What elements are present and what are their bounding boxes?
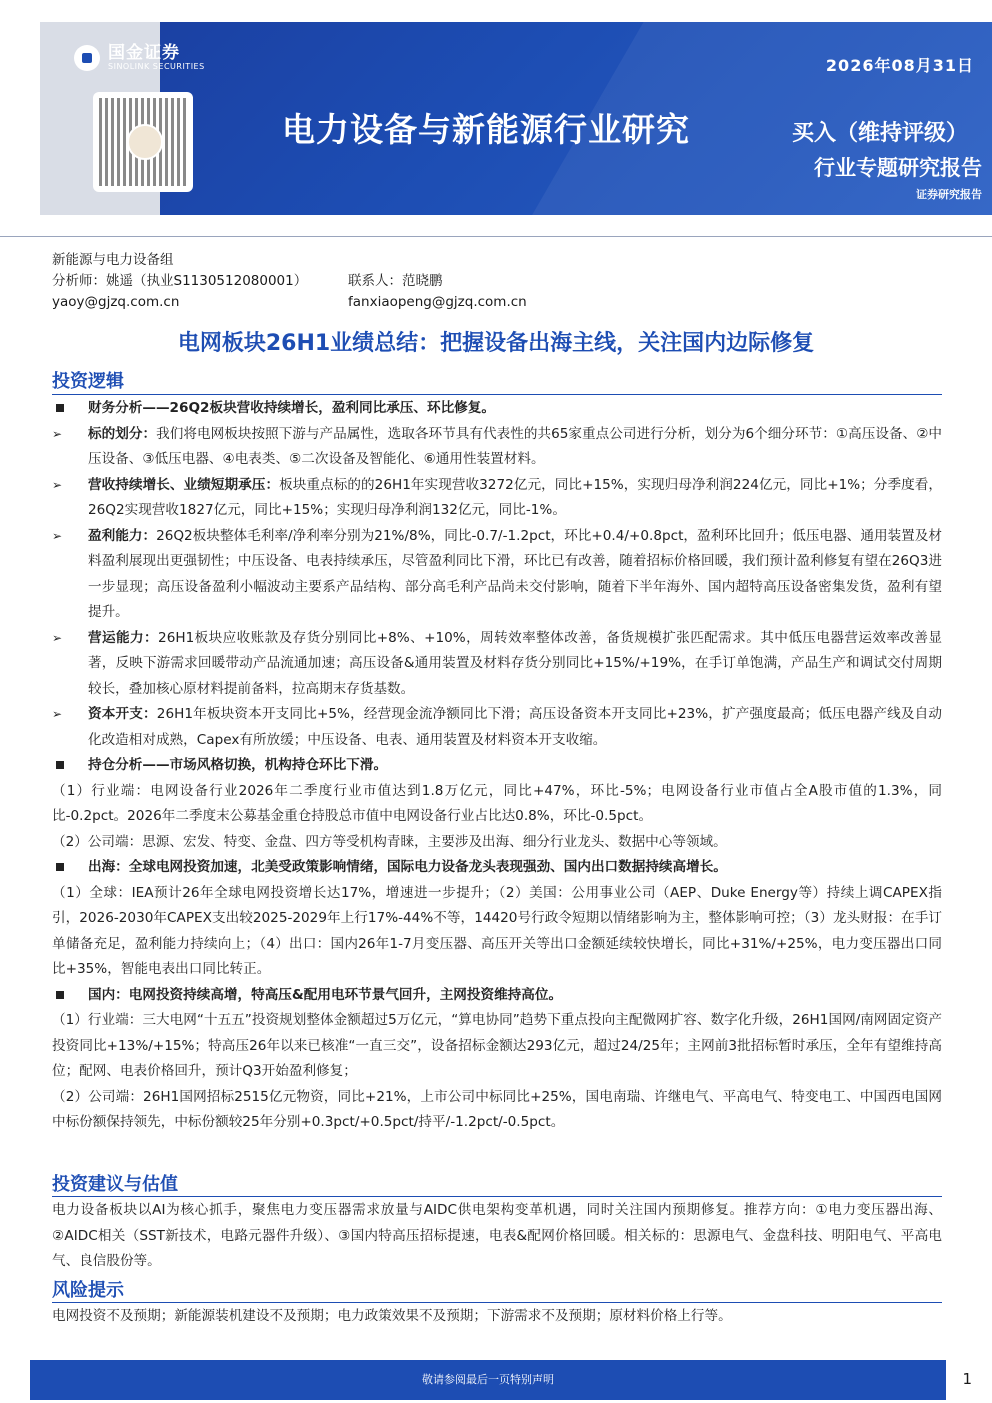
contact-email[interactable]: fanxiaopeng@gjzq.com.cn — [348, 294, 527, 310]
list-item — [52, 396, 942, 422]
overseas-heading: 出海：全球电网投资加速，北美受政策影响情绪，国际电力设备龙头表现强劲、国内出口数据持续高增长。 — [88, 859, 727, 875]
section-head-risk: 风险提示 — [52, 1280, 124, 1301]
square-bullet-icon — [56, 404, 64, 412]
footer-bar: 敬请参阅最后一页特别声明 — [30, 1360, 946, 1400]
section-line-logic — [52, 394, 942, 395]
risk-body — [52, 1304, 942, 1330]
holdings-heading: 持仓分析——市场风格切换，机构持仓环比下滑。 — [88, 757, 388, 773]
list-item — [52, 473, 942, 524]
arrow-bullet-icon: ➢ — [52, 477, 63, 492]
list-item — [52, 753, 942, 779]
logo-en-text: SINOLINK SECURITIES — [108, 62, 205, 71]
rating-label: 买入（维持评级） — [791, 121, 968, 146]
arrow-bullet-icon: ➢ — [52, 426, 63, 441]
advice-para: 电力设备板块以AI为核心抓手，聚焦电力变压器需求放量与AIDC供电架构变革机遇，同时关注国内预期修复。推荐方向：①电力变压器出海、②AIDC相关（SST新技术，电路元器件升级）、③国内特高压招标提速，电表&配网价格回暖。相关标的：思源电气、金盘科技、明阳电气、平高电气、良信股份等。 — [52, 1202, 942, 1269]
domestic-para-1: （1）行业端：三大电网“十五五”投资规划整体金额超过5万亿元，“算电协同”趋势下重点投向主配微网扩容、数字化升级，26H1国网/南网固定资产投资同比+13%/+15%；特高压26年以来已核准“一直三交”，设备招标金额达293亿元，超过24/25年；主网前3批招标暂时承压，全年有望维持高位；配网、电表价格回升，预计Q3开始盈利修复； — [52, 1012, 942, 1079]
item-text: 26Q2板块整体毛利率/净利率分别为21%/8%，同比-0.7/-1.2pct，环比+0.4/+0.8pct，盈利环比回升；低压电器、通用装置及材料盈利展现出更强韧性；中压设备、电表持续承压，尽管盈利同比下滑，环比已有改善，随着招标价格回暖，我们预计盈利修复有望在26Q3进一步显现；高压设备盈利小幅波动主要系产品结构、部分高毛利产品尚未交付影响，随着下半年海外、国内超特高压设备密集发货，盈利有望提升。 — [88, 527, 942, 620]
holdings-para-2: （2）公司端：思源、宏发、特变、金盘、四方等受机构青睐，主要涉及出海、细分行业龙头、数据中心等领域。 — [52, 833, 727, 850]
fin-heading: 财务分析——26Q2板块营收持续增长，盈利同比承压、环比修复。 — [88, 400, 495, 416]
advice-body — [52, 1198, 942, 1275]
item-label: 标的划分： — [88, 425, 157, 442]
logic-body — [52, 396, 942, 1136]
section-head-logic: 投资逻辑 — [52, 371, 124, 392]
holdings-para-1: （1）行业端：电网设备行业2026年二季度行业市值达到1.8万亿元，同比+47%，环比-5%；电网设备行业市值占全A股市值的1.3%，同比-0.2pct。2026年二季度末公募基金重仓持股总市值中电网设备行业占比达0.8%，环比-0.5pct。 — [52, 782, 942, 824]
qr-code-icon — [93, 92, 193, 192]
page-number: 1 — [962, 1370, 972, 1388]
risk-para: 电网投资不及预期；新能源装机建设不及预期；电力政策效果不及预期；下游需求不及预期；原材料价格上行等。 — [52, 1308, 732, 1324]
overseas-para: （1）全球：IEA预计26年全球电网投资增长达17%，增速进一步提升；（2）美国：公用事业公司（AEP、Duke Energy等）持续上调CAPEX指引，2026-2030年CAPEX支出较2025-2029年上行17%-44%不等，14420号行政令短期以情绪影响为主，整体影响可控；（3）龙头财报：在手订单储备充足，盈利能力持续向上；（4）出口：国内26年1-7月变压器、高压开关等出口金额延续较快增长，同比+31%/+25%，电力变压器出口同比+35%，智能电表出口同比转正。 — [52, 884, 942, 977]
item-label: 盈利能力： — [88, 527, 157, 544]
item-text: 26H1板块应收账款及存货分别同比+8%、+10%，周转效率整体改善，备货规模扩张匹配需求。其中低压电器营运效率改善显著，反映下游需求回暖带动产品流通加速；高压设备&通用装置及材料存货分别同比+15%/+19%，在手订单饱满，产品生产和调试交付周期较长，叠加核心原材料提前备料，拉高期末存货基数。 — [88, 629, 942, 697]
list-item — [52, 702, 942, 753]
domestic-heading: 国内：电网投资持续高增，特高压&配用电环节景气回升，主网投资维持高位。 — [88, 986, 563, 1003]
item-label: 营运能力： — [88, 629, 159, 646]
square-bullet-icon — [56, 991, 64, 999]
list-item — [52, 422, 942, 473]
item-text: 我们将电网板块按照下游与产品属性，选取各环节具有代表性的共65家重点公司进行分析，划分为6个细分环节：①高压设备、②中压设备、③低压电器、④电表类、⑤二次设备及智能化、⑥通用性装置材料。 — [88, 425, 942, 467]
arrow-bullet-icon: ➢ — [52, 528, 63, 543]
section-line-risk — [52, 1302, 942, 1303]
analyst-block — [52, 250, 527, 313]
item-label: 资本开支： — [88, 706, 157, 722]
square-bullet-icon — [56, 863, 64, 871]
report-title: 电力设备与新能源行业研究 — [282, 110, 690, 149]
contact-name: 联系人：范晓鹏 — [348, 273, 443, 289]
list-item — [52, 524, 942, 626]
report-date: 2026年08月31日 — [825, 56, 974, 75]
arrow-bullet-icon: ➢ — [52, 630, 63, 645]
item-text: 26H1年板块资本开支同比+5%，经营现金流净额同比下滑；高压设备资本开支同比+23%，扩产强度最高；低压电器产线及自动化改造相对成熟，Capex有所放缓；中压设备、电表、通用装置及材料资本开支收缩。 — [88, 706, 942, 748]
company-logo — [74, 44, 205, 72]
square-bullet-icon — [56, 761, 64, 769]
analyst-email[interactable]: yaoy@gjzq.com.cn — [52, 294, 180, 310]
list-item — [52, 855, 942, 881]
header-divider — [0, 236, 992, 237]
item-label: 营收持续增长、业绩短期承压： — [88, 476, 280, 493]
list-item — [52, 626, 942, 703]
logo-cn-text: 国金证券 — [108, 43, 180, 63]
group-name: 新能源与电力设备组 — [52, 252, 174, 268]
report-subtitle: 电网板块26H1业绩总结：把握设备出海主线，关注国内边际修复 — [177, 331, 815, 356]
section-head-advice: 投资建议与估值 — [52, 1174, 178, 1195]
domestic-para-2: （2）公司端：26H1国网招标2515亿元物资，同比+21%，上市公司中标同比+25%，国电南瑞、许继电气、平高电气、特变电工、中国西电国网中标份额保持领先，中标份额较25年分别+0.3pct/+0.5pct/持平/-1.2pct/-0.5pct。 — [52, 1088, 942, 1130]
report-type: 行业专题研究报告 — [814, 156, 982, 180]
logo-mark-icon — [74, 45, 100, 71]
analyst-name: 分析师：姚遥（执业S1130512080001） — [52, 273, 308, 289]
list-item — [52, 983, 942, 1009]
arrow-bullet-icon: ➢ — [52, 707, 63, 721]
report-subtype: 证券研究报告 — [916, 188, 982, 201]
item-text: 板块重点标的的26H1年实现营收3272亿元，同比+15%，实现归母净利润224亿元，同比+1%；分季度看，26Q2实现营收1827亿元，同比+15%；实现归母净利润132亿元，同比-1%。 — [88, 476, 942, 518]
section-line-advice — [52, 1196, 942, 1197]
